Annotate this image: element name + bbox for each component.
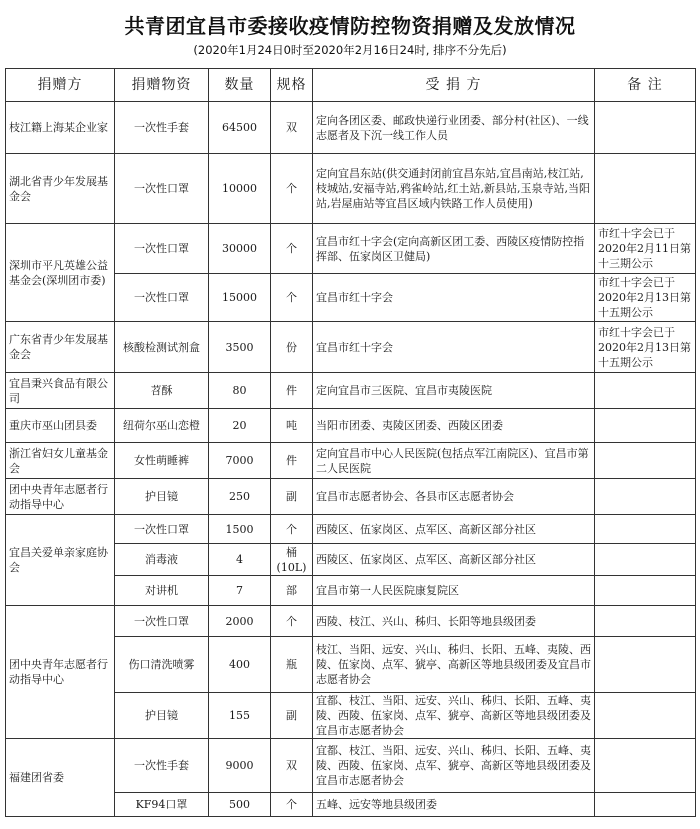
note-cell	[595, 479, 696, 515]
item-cell: 一次性口罩	[115, 515, 209, 544]
note-cell	[595, 373, 696, 409]
table-header-row	[6, 69, 696, 102]
note-cell	[595, 693, 696, 739]
qty-cell: 500	[209, 793, 271, 817]
qty-cell: 400	[209, 637, 271, 693]
note-cell	[595, 576, 696, 606]
item-cell: 对讲机	[115, 576, 209, 606]
recipient-cell: 宜昌市志愿者协会、各县市区志愿者协会	[313, 479, 595, 515]
qty-cell: 250	[209, 479, 271, 515]
unit-cell: 个	[271, 154, 313, 224]
table-row	[6, 479, 696, 515]
table-row	[6, 224, 696, 274]
unit-cell: 瓶	[271, 637, 313, 693]
unit-cell: 个	[271, 793, 313, 817]
item-cell: 一次性手套	[115, 102, 209, 154]
recipient-cell: 定向宜昌东站(供交通封闭前宜昌东站,宜昌南站,枝江站,枝城站,安福寺站,鸦雀岭站,红土站,新县站,玉泉寺站,当阳站,岩屋庙站等宜昌区域内铁路工作人员使用)	[313, 154, 595, 224]
unit-cell: 个	[271, 274, 313, 322]
item-cell: 女性萌睡裤	[115, 443, 209, 479]
unit-cell: 份	[271, 322, 313, 373]
note-cell	[595, 102, 696, 154]
donor-cell: 浙江省妇女儿童基金会	[6, 443, 115, 479]
item-cell: 纽荷尔巫山恋橙	[115, 409, 209, 443]
qty-cell: 30000	[209, 224, 271, 274]
recipient-cell: 西陵区、伍家岗区、点军区、高新区部分社区	[313, 515, 595, 544]
donor-cell: 团中央青年志愿者行动指导中心	[6, 606, 115, 739]
header-unit: 规格	[271, 69, 313, 102]
item-cell: 消毒液	[115, 544, 209, 576]
recipient-cell: 五峰、远安等地县级团委	[313, 793, 595, 817]
note-cell	[595, 515, 696, 544]
qty-cell: 155	[209, 693, 271, 739]
recipient-cell: 宜都、枝江、当阳、远安、兴山、秭归、长阳、五峰、夷陵、西陵、伍家岗、点军、猇亭、高新区等地县级团委及宜昌市志愿者协会	[313, 739, 595, 793]
recipient-cell: 宜昌市红十字会	[313, 274, 595, 322]
donor-cell: 广东省青少年发展基金会	[6, 322, 115, 373]
unit-cell: 个	[271, 515, 313, 544]
unit-cell: 吨	[271, 409, 313, 443]
qty-cell: 7	[209, 576, 271, 606]
unit-cell: 副	[271, 479, 313, 515]
donation-table	[5, 68, 696, 817]
item-cell: 一次性手套	[115, 739, 209, 793]
donor-cell: 团中央青年志愿者行动指导中心	[6, 479, 115, 515]
recipient-cell: 定向宜昌市中心人民医院(包括点军江南院区)、宜昌市第二人民医院	[313, 443, 595, 479]
donor-cell: 湖北省青少年发展基金会	[6, 154, 115, 224]
recipient-cell: 西陵区、伍家岗区、点军区、高新区部分社区	[313, 544, 595, 576]
note-cell	[595, 637, 696, 693]
recipient-cell: 西陵、枝江、兴山、秭归、长阳等地县级团委	[313, 606, 595, 637]
recipient-cell: 宜昌市红十字会(定向高新区团工委、西陵区疫情防控指挥部、伍家岗区卫健局)	[313, 224, 595, 274]
table-row	[6, 443, 696, 479]
note-cell: 市红十字会已于2020年2月13日第十五期公示	[595, 322, 696, 373]
recipient-cell: 定向宜昌市三医院、宜昌市夷陵医院	[313, 373, 595, 409]
item-cell: 护目镜	[115, 693, 209, 739]
recipient-cell: 当阳市团委、夷陵区团委、西陵区团委	[313, 409, 595, 443]
qty-cell: 7000	[209, 443, 271, 479]
donor-cell: 重庆市巫山团县委	[6, 409, 115, 443]
unit-cell: 个	[271, 606, 313, 637]
table-row	[6, 606, 696, 637]
unit-cell: 双	[271, 102, 313, 154]
note-cell	[595, 154, 696, 224]
table-row	[6, 154, 696, 224]
unit-cell: 件	[271, 443, 313, 479]
donor-cell: 宜昌关爱单亲家庭协会	[6, 515, 115, 606]
item-cell: 核酸检测试剂盒	[115, 322, 209, 373]
qty-cell: 15000	[209, 274, 271, 322]
item-cell: KF94口罩	[115, 793, 209, 817]
note-cell	[595, 739, 696, 793]
header-recipient: 受 捐 方	[313, 69, 595, 102]
table-row	[6, 409, 696, 443]
item-cell: 一次性口罩	[115, 274, 209, 322]
recipient-cell: 宜昌市红十字会	[313, 322, 595, 373]
qty-cell: 3500	[209, 322, 271, 373]
page-subtitle: (2020年1月24日0时至2020年2月16日24时, 排序不分先后)	[193, 43, 507, 57]
recipient-cell: 枝江、当阳、远安、兴山、秭归、长阳、五峰、夷陵、西陵、伍家岗、点军、猇亭、高新区等地县级团委及宜昌市志愿者协会	[313, 637, 595, 693]
item-cell: 一次性口罩	[115, 154, 209, 224]
note-cell: 市红十字会已于2020年2月13日第十五期公示	[595, 274, 696, 322]
note-cell	[595, 544, 696, 576]
qty-cell: 10000	[209, 154, 271, 224]
recipient-cell: 定向各团区委、邮政快递行业团委、部分村(社区)、一线志愿者及下沉一线工作人员	[313, 102, 595, 154]
note-cell	[595, 793, 696, 817]
table-row	[6, 739, 696, 793]
qty-cell: 2000	[209, 606, 271, 637]
recipient-cell: 宜都、枝江、当阳、远安、兴山、秭归、长阳、五峰、夷陵、西陵、伍家岗、点军、猇亭、高新区等地县级团委及宜昌市志愿者协会	[313, 693, 595, 739]
header-item: 捐赠物资	[115, 69, 209, 102]
table-row	[6, 515, 696, 544]
header-note: 备 注	[595, 69, 696, 102]
unit-cell: 桶(10L)	[271, 544, 313, 576]
donor-cell: 枝江籍上海某企业家	[6, 102, 115, 154]
note-cell: 市红十字会已于2020年2月11日第十三期公示	[595, 224, 696, 274]
recipient-cell: 宜昌市第一人民医院康复院区	[313, 576, 595, 606]
table-row	[6, 373, 696, 409]
qty-cell: 1500	[209, 515, 271, 544]
page-title: 共青团宜昌市委接收疫情防控物资捐赠及发放情况	[124, 14, 576, 38]
donor-cell: 福建团省委	[6, 739, 115, 817]
item-cell: 苕酥	[115, 373, 209, 409]
unit-cell: 个	[271, 224, 313, 274]
unit-cell: 双	[271, 739, 313, 793]
qty-cell: 9000	[209, 739, 271, 793]
item-cell: 一次性口罩	[115, 606, 209, 637]
item-cell: 伤口清洗喷雾	[115, 637, 209, 693]
qty-cell: 80	[209, 373, 271, 409]
table-row	[6, 102, 696, 154]
qty-cell: 4	[209, 544, 271, 576]
unit-cell: 件	[271, 373, 313, 409]
qty-cell: 20	[209, 409, 271, 443]
donor-cell: 深圳市平凡英雄公益基金会(深圳团市委)	[6, 224, 115, 322]
note-cell	[595, 409, 696, 443]
note-cell	[595, 443, 696, 479]
header-qty: 数量	[209, 69, 271, 102]
donor-cell: 宜昌秉兴食品有限公司	[6, 373, 115, 409]
item-cell: 护目镜	[115, 479, 209, 515]
unit-cell: 部	[271, 576, 313, 606]
qty-cell: 64500	[209, 102, 271, 154]
note-cell	[595, 606, 696, 637]
table-row	[6, 322, 696, 373]
header-donor: 捐赠方	[6, 69, 115, 102]
unit-cell: 副	[271, 693, 313, 739]
item-cell: 一次性口罩	[115, 224, 209, 274]
